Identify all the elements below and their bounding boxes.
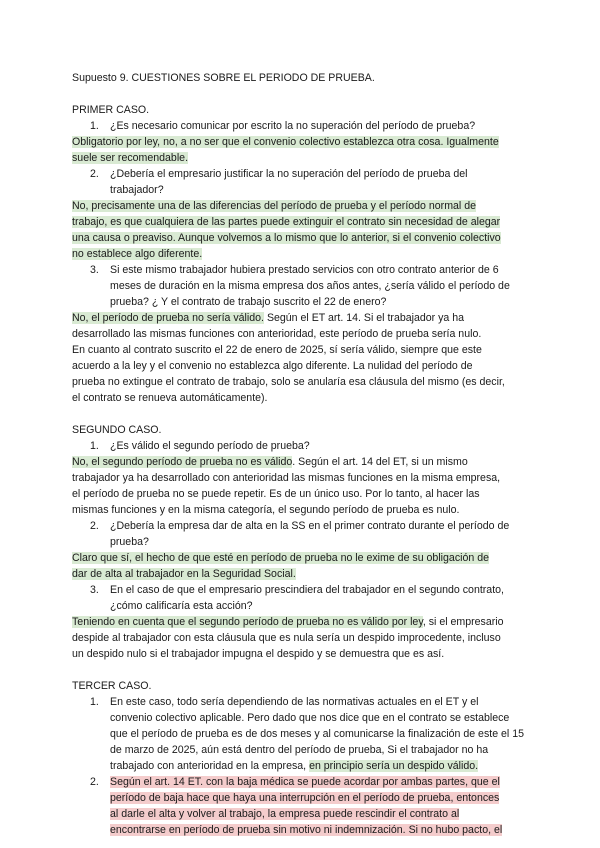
case2-question-3 <box>72 582 532 614</box>
question-text: meses de duración en la misma empresa dos años antes, ¿sería válido el período de <box>110 280 510 292</box>
answer-highlight-red: Según el art. 14 ET. con la baja médica se puede acordar por ambas partes, que el <box>110 776 500 788</box>
question-text: En el caso de que el empresario prescindiera del trabajador en el segundo contrato, <box>110 584 504 596</box>
case1-question-3 <box>72 262 532 310</box>
answer-line: el contrato se renueva automáticamente). <box>72 392 268 404</box>
answer-highlight: No, el período de prueba no sería válido. <box>72 312 264 324</box>
answer-line: mismas funciones y en la misma categoría, el segundo período de prueba es nulo. <box>72 504 460 516</box>
list-number: 2. <box>90 520 99 532</box>
answer-line: que el período de prueba es de dos meses y al comunicarse la finalización de este el 15 <box>110 728 524 740</box>
list-number: 1. <box>90 440 99 452</box>
question-text: ¿cómo calificaría esta acción? <box>110 600 253 612</box>
question-text: ¿Es válido el segundo período de prueba? <box>110 440 310 452</box>
answer-text: trabajado con anterioridad en la empresa, <box>110 760 310 772</box>
answer-line: Claro que sí, el hecho de que esté en período de prueba no le exime de su obligación de <box>72 552 489 564</box>
case3-answer-2 <box>72 774 532 838</box>
answer-highlight-red: período de baja hace que haya una interrupción en el período de prueba, entonces <box>110 792 500 804</box>
question-text: Si este mismo trabajador hubiera prestado servicios con otro contrato anterior de 6 <box>110 264 499 276</box>
answer-line: acuerdo a la ley y el convenio no establezca algo diferente. La nulidad del período de <box>72 360 473 372</box>
answer-line: trabajador ya ha desarrollado con anterioridad las mismas funciones en la misma empresa, <box>72 472 501 484</box>
answer-line: trabajo, es que cualquiera de las partes puede extinguir el contrato sin necesidad de alegar <box>72 216 501 228</box>
list-number: 3. <box>90 264 99 276</box>
answer-line: despide al trabajador con esta cláusula que es nula sería un despido improcedente, incluso <box>72 632 501 644</box>
answer-line: no establece algo diferente. <box>72 248 203 260</box>
answer-highlight-red: encontrarse en período de prueba sin motivo ni indemnización. Si no hubo pacto, el <box>110 824 503 836</box>
document-title: Supuesto 9. CUESTIONES SOBRE EL PERIODO DE PRUEBA. <box>72 72 375 84</box>
answer-line: prueba no extingue el contrato de trabajo, solo se anularía esa cláusula del mismo (es decir, <box>72 376 505 388</box>
question-text: ¿Debería la empresa dar de alta en la SS en el primer contrato durante el período de <box>110 520 510 532</box>
answer-line: desarrollado las mismas funciones con anterioridad, este período de prueba sería nulo. <box>72 328 482 340</box>
answer-highlight: No, el segundo período de prueba no es válido <box>72 456 293 468</box>
case3-answer-1 <box>72 694 532 774</box>
question-text: prueba? <box>110 536 149 548</box>
case2-heading: SEGUNDO CASO. <box>72 424 162 436</box>
answer-highlight-red: al darle el alta y volver al trabajo, la empresa puede rescindir el contrato al <box>110 808 460 820</box>
answer-line: convenio colectivo aplicable. Pero dado que nos dice que en el contrato se establece <box>110 712 510 724</box>
case1-question-1 <box>72 118 532 134</box>
list-number: 2. <box>90 168 99 180</box>
question-text: prueba? ¿ Y el contrato de trabajo suscrito el 22 de enero? <box>110 296 387 308</box>
list-number: 2. <box>90 776 99 788</box>
answer-line: una causa o preaviso. Aunque volvemos a lo mismo que lo anterior, si el convenio colectivo <box>72 232 501 244</box>
answer-text: , si el empresario <box>422 616 504 628</box>
answer-line: En este caso, todo sería dependiendo de las normativas actuales en el ET y el <box>110 696 479 708</box>
list-number: 1. <box>90 696 99 708</box>
case1-heading: PRIMER CASO. <box>72 104 150 116</box>
question-text: ¿Debería el empresario justificar la no superación del período de prueba del <box>110 168 468 180</box>
list-number: 3. <box>90 584 99 596</box>
answer-line: de marzo de 2025, aún está dentro del período de prueba, Si el trabajador no ha <box>110 744 489 756</box>
list-number: 1. <box>90 120 99 132</box>
document-page <box>72 70 532 838</box>
case1-question-2 <box>72 166 532 198</box>
answer-line: dar de alta al trabajador en la Seguridad Social. <box>72 568 296 580</box>
answer-line: suele ser recomendable. <box>72 152 189 164</box>
answer-line: En cuanto al contrato suscrito el 22 de enero de 2025, sí sería válido, siempre que este <box>72 344 482 356</box>
case2-question-1 <box>72 438 532 454</box>
answer-line: un despido nulo si el trabajador impugna el despido y se demuestra que es así. <box>72 648 445 660</box>
answer-highlight: en principio sería un despido válido. <box>309 760 479 772</box>
answer-text: Según el ET art. 14. Si el trabajador ya ha <box>264 312 465 324</box>
answer-line: el período de prueba no se puede repetir. Es de un único uso. Por lo tanto, al hacer las <box>72 488 480 500</box>
question-text: trabajador? <box>110 184 164 196</box>
answer-line: No, precisamente una de las diferencias del período de prueba y el período normal de <box>72 200 476 212</box>
case2-question-2 <box>72 518 532 550</box>
answer-line: Obligatorio por ley, no, a no ser que el convenio colectivo establezca otra cosa. Igualmente <box>72 136 499 148</box>
case3-heading: TERCER CASO. <box>72 680 152 692</box>
answer-text: . Según el art. 14 del ET, si un mismo <box>292 456 468 468</box>
answer-highlight: Teniendo en cuenta que el segundo período de prueba no es válido por ley <box>72 616 423 628</box>
question-text: ¿Es necesario comunicar por escrito la no superación del período de prueba? <box>110 120 476 132</box>
